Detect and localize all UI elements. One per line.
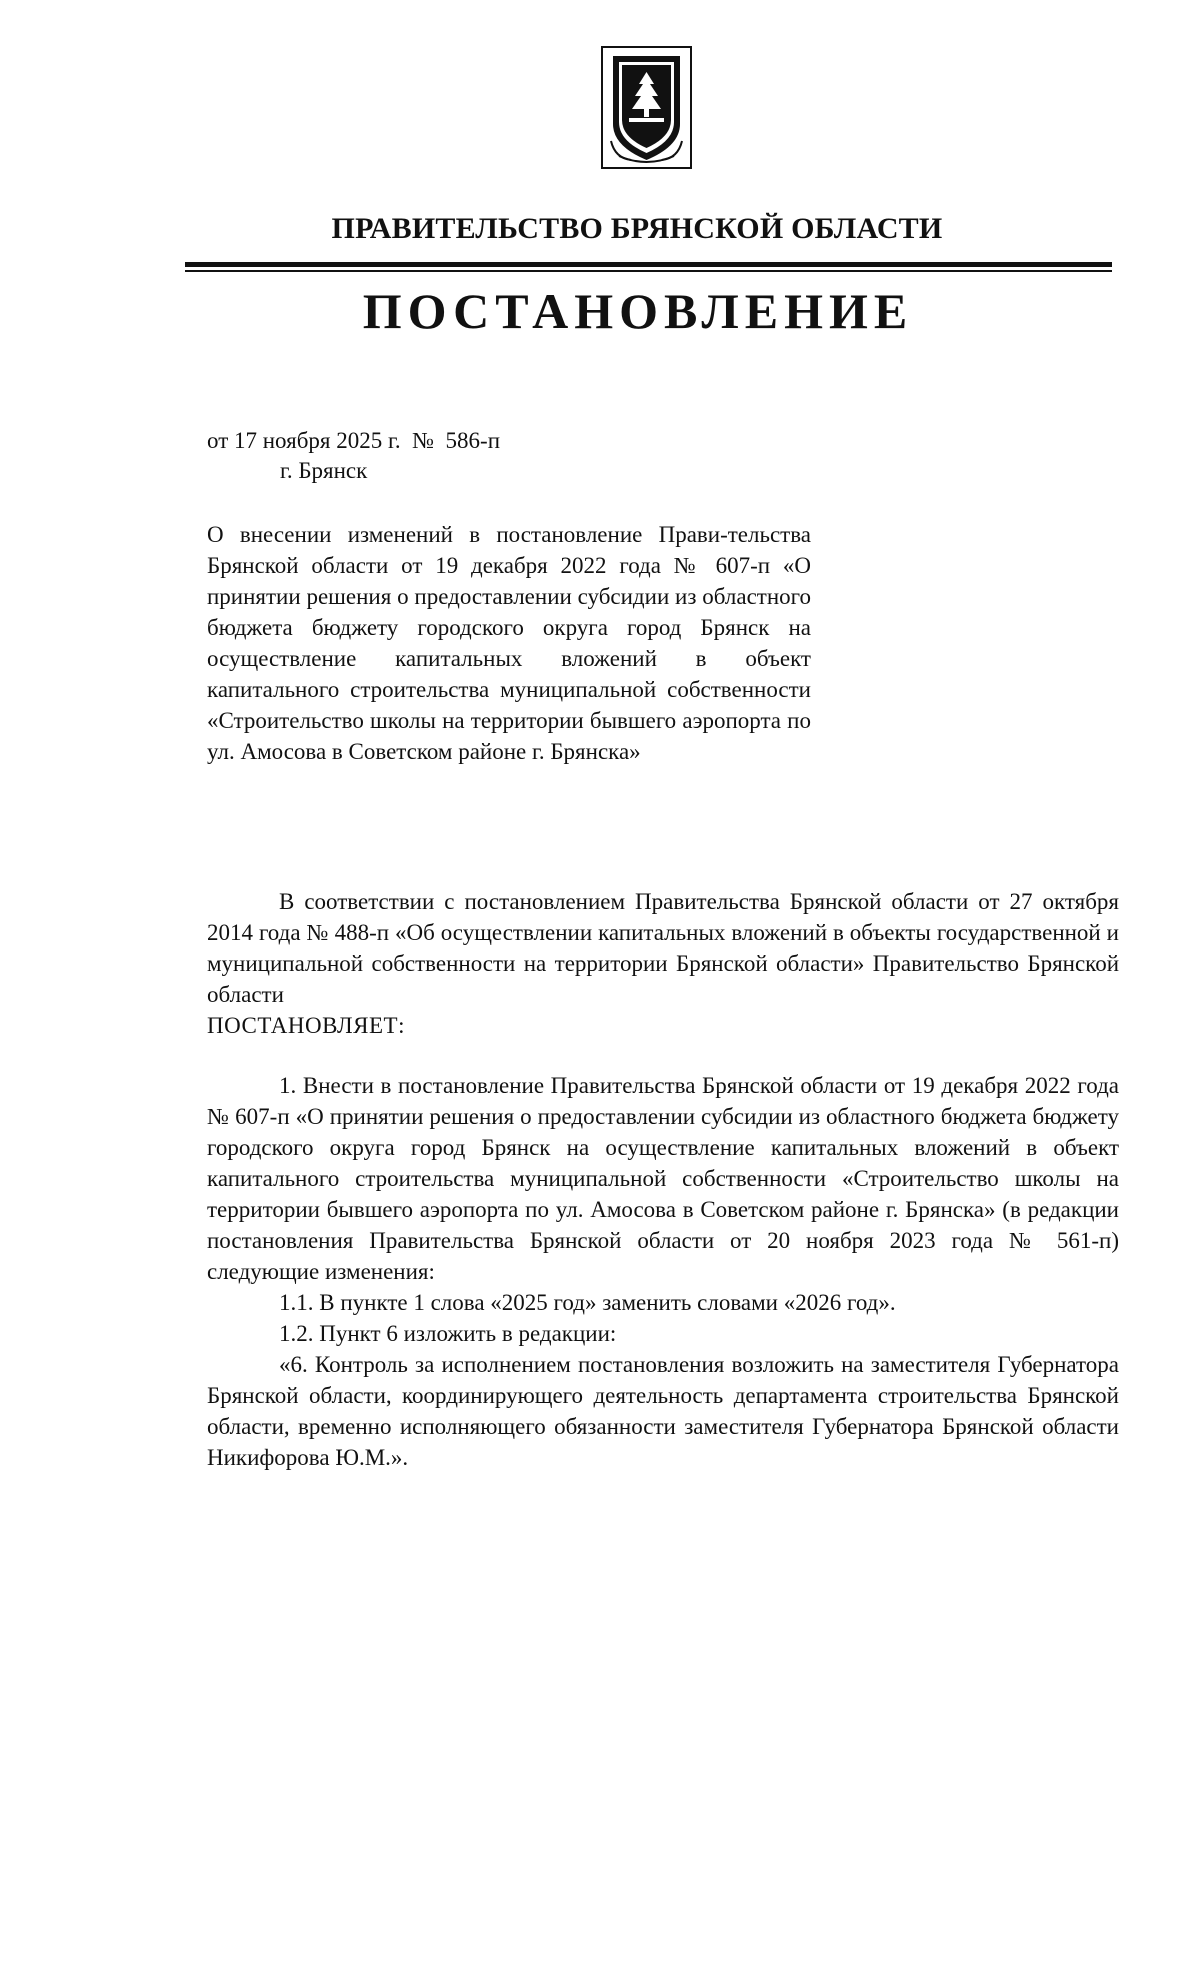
coat-of-arms-icon: [601, 46, 692, 169]
number-sign: №: [412, 428, 435, 453]
header-rule-thin: [185, 270, 1112, 272]
date-number-line: [207, 428, 500, 454]
document-number: 586-п: [445, 428, 500, 453]
preamble-block: [207, 886, 1119, 1041]
document-subject: О внесении изменений в постановление Прави-тельства Брянской области от 19 декабря 2022 года № 607-п «О принятии решения о предоставлении субсидии из областного бюджета бюджету городского округа город Брянск на осуществление капитальных вложений в объект капитального строительства муниципальной собственности «Строительство школы на территории бывшего аэропорта по ул. Амосова в Советском районе г. Брянска»: [207, 522, 811, 764]
date-prefix: от: [207, 428, 229, 453]
resolves-heading: ПОСТАНОВЛЯЕТ:: [207, 1013, 405, 1038]
government-title: ПРАВИТЕЛЬСТВО БРЯНСКОЙ ОБЛАСТИ: [331, 212, 943, 245]
header-rule-thick: [185, 262, 1112, 267]
document-date: 17 ноября 2025 г.: [234, 428, 401, 453]
item-1-1-paragraph: 1.1. В пункте 1 слова «2025 год» заменить словами «2026 год».: [279, 1290, 896, 1315]
item-6-new-text: «6. Контроль за исполнением постановления возложить на заместителя Губернатора Брянской области, координирующего деятельность департамента строительства Брянской области, временно исполняющего обязанности заместителя Губернатора Брянской области Никифорова Ю.М.».: [207, 1352, 1119, 1470]
item-1-paragraph: 1. Внести в постановление Правительства Брянской области от 19 декабря 2022 года № 607-п «О принятии решения о предоставлении субсидии из областного бюджета бюджету городского округа город Брянск на осуществление капитальных вложений в объект капитального строительства муниципальной собственности «Строительство школы на территории бывшего аэропорта по ул. Амосова в Советском районе г. Брянска» (в редакции постановления Правительства Брянской области от 20 ноября 2023 года № 561-п) следующие изменения:: [207, 1073, 1119, 1284]
document-city: г. Брянск: [280, 458, 368, 483]
items-block: [207, 1070, 1119, 1473]
document-type-title: ПОСТАНОВЛЕНИЕ: [362, 283, 914, 339]
preamble-paragraph: В соответствии с постановлением Правительства Брянской области от 27 октября 2014 года № 488-п «Об осуществлении капитальных вложений в объекты государственной и муниципальной собственности на территории Брянской области» Правительство Брянской области: [207, 889, 1119, 1007]
item-1-2-paragraph: 1.2. Пункт 6 изложить в редакции:: [279, 1321, 617, 1346]
